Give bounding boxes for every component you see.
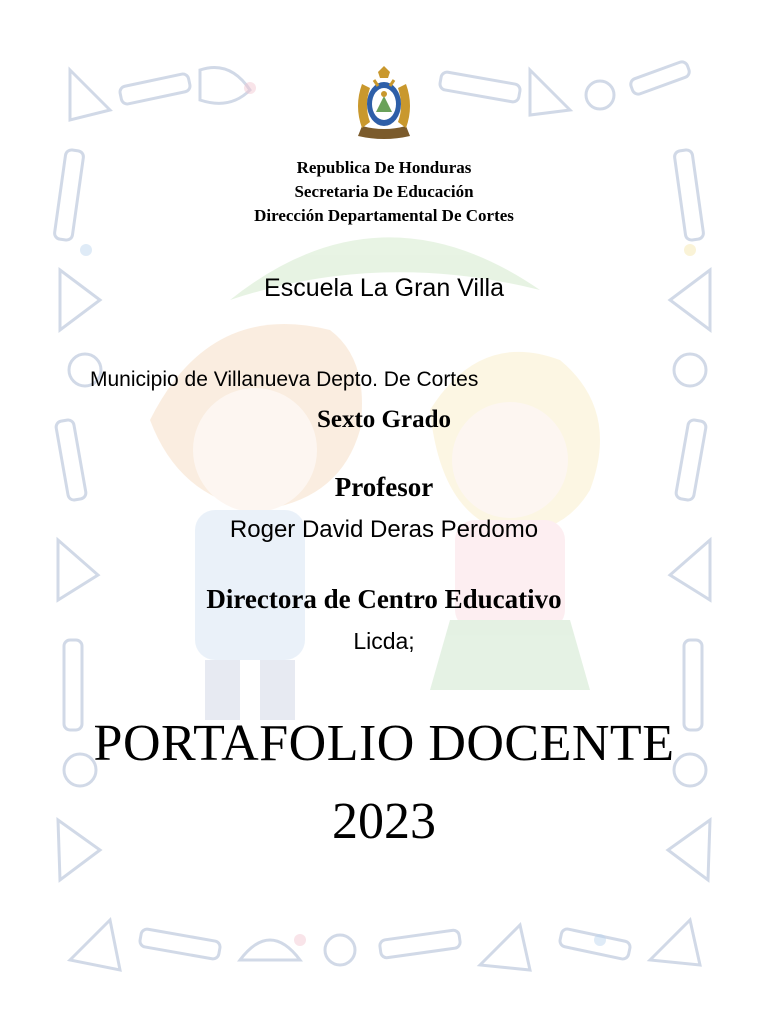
ministry-line: Secretaria De Educación <box>294 182 474 201</box>
border-bottom <box>70 920 700 970</box>
teacher-label: Profesor <box>334 472 434 502</box>
teacher-name: Roger David Deras Perdomo <box>229 516 539 543</box>
director-label: Directora de Centro Educativo <box>206 584 562 614</box>
honduras-coat-of-arms-icon <box>352 66 416 142</box>
document-year: 2023 <box>332 793 436 850</box>
municipality-line: Municipio de Villanueva Depto. De Cortes <box>90 368 479 391</box>
institution-header <box>0 156 768 228</box>
director-name: Licda; <box>353 628 415 654</box>
country-line: Republica De Honduras <box>296 158 472 177</box>
department-line: Dirección Departamental De Cortes <box>254 206 514 225</box>
grade-label: Sexto Grado <box>316 406 452 433</box>
document-title: PORTAFOLIO DOCENTE <box>93 715 675 772</box>
school-name: Escuela La Gran Villa <box>264 274 504 302</box>
